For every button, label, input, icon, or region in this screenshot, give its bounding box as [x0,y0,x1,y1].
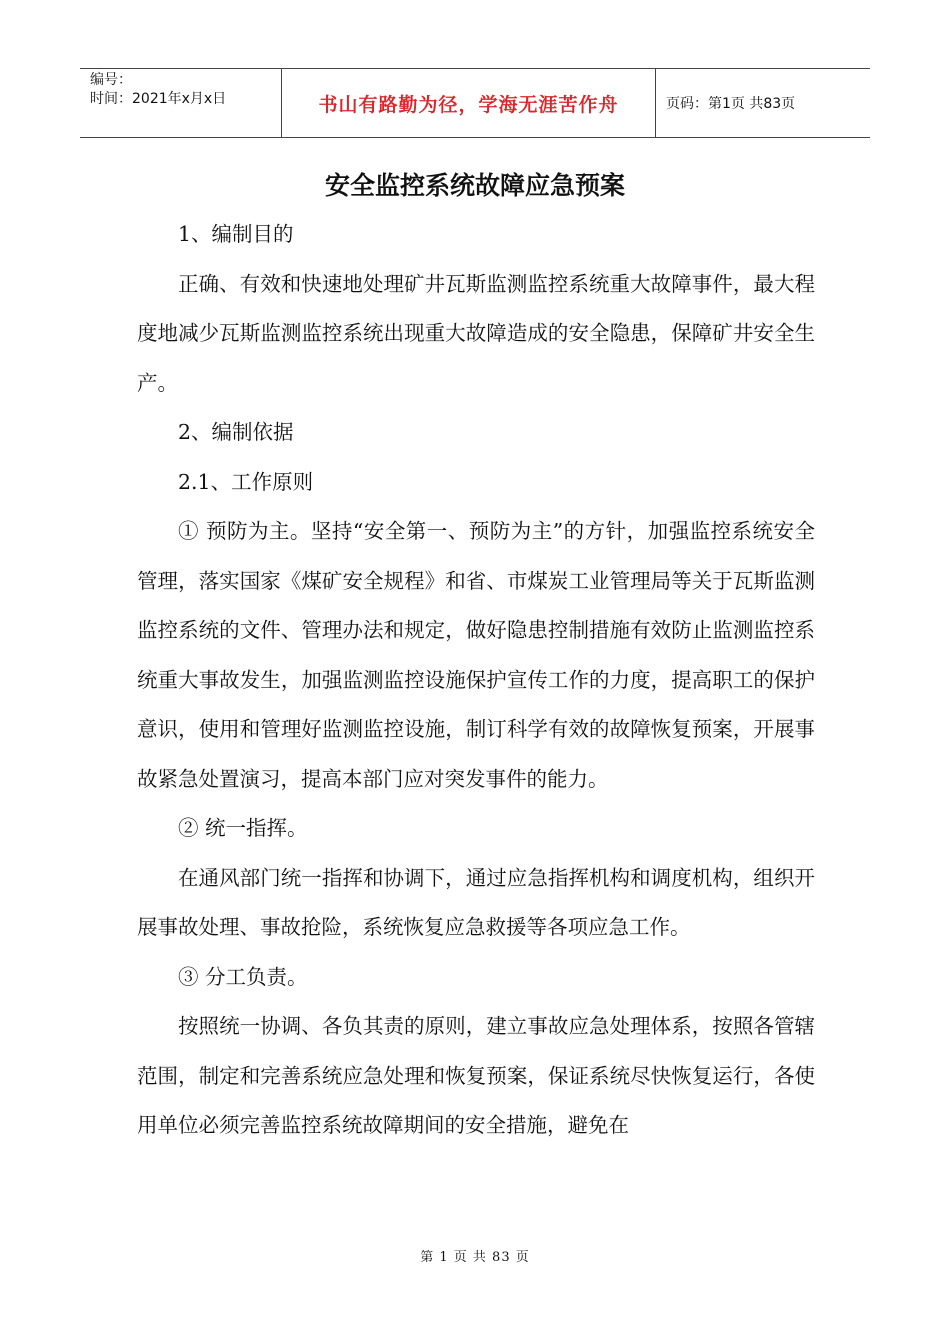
document-number-label: 编号： [90,72,132,88]
principle-heading: ② 统一指挥。 [178,816,308,840]
header-motto: 书山有路勤为径，学海无涯苦作舟 [282,69,656,137]
document-date: 时间：2021年x月x日 [90,91,227,107]
header-left-cell [80,69,282,137]
body-paragraph: 在通风部门统一指挥和协调下，通过应急指挥机构和调度机构，组织开展事故处理、事故抢险，系统恢复应急救援等各项应急工作。 [137,865,815,939]
header-page-info: 页码：第1页 共83页 [666,96,796,112]
document-body [137,210,815,1151]
page-footer: 第 1 页 共 83 页 [420,1250,530,1265]
principle-heading: ③ 分工负责。 [178,964,308,989]
page-header [80,68,870,138]
section-heading: 1、编制目的 [178,222,294,246]
body-paragraph: ① 预防为主。坚持“安全第一、预防为主”的方针，加强监控系统安全管理，落实国家《煤矿安全规程》和省、市煤炭工业管理局等关于瓦斯监测监控系统的文件、管理办法和规定，做好隐患控制措施有效防止监测监控系统重大事故发生，加强监测监控设施保护宣传工作的力度，提高职工的保护意识，使用和管理好监测监控设施，制订科学有效的故障恢复预案，开展事故紧急处置演习，提高本部门应对突发事件的能力。 [137,519,815,791]
document-title: 安全监控系统故障应急预案 [324,171,625,200]
body-paragraph: 按照统一协调、各负其责的原则，建立事故应急处理体系，按照各管辖范围，制定和完善系统应急处理和恢复预案，保证系统尽快恢复运行，各使用单位必须完善监控系统故障期间的安全措施，避免在 [137,1014,815,1137]
body-paragraph: 正确、有效和快速地处理矿井瓦斯监测监控系统重大故障事件，最大程度地减少瓦斯监测监控系统出现重大故障造成的安全隐患，保障矿井安全生产。 [137,271,815,395]
section-heading: 2、编制依据 [178,420,294,444]
subsection-heading: 2.1、工作原则 [178,469,314,494]
